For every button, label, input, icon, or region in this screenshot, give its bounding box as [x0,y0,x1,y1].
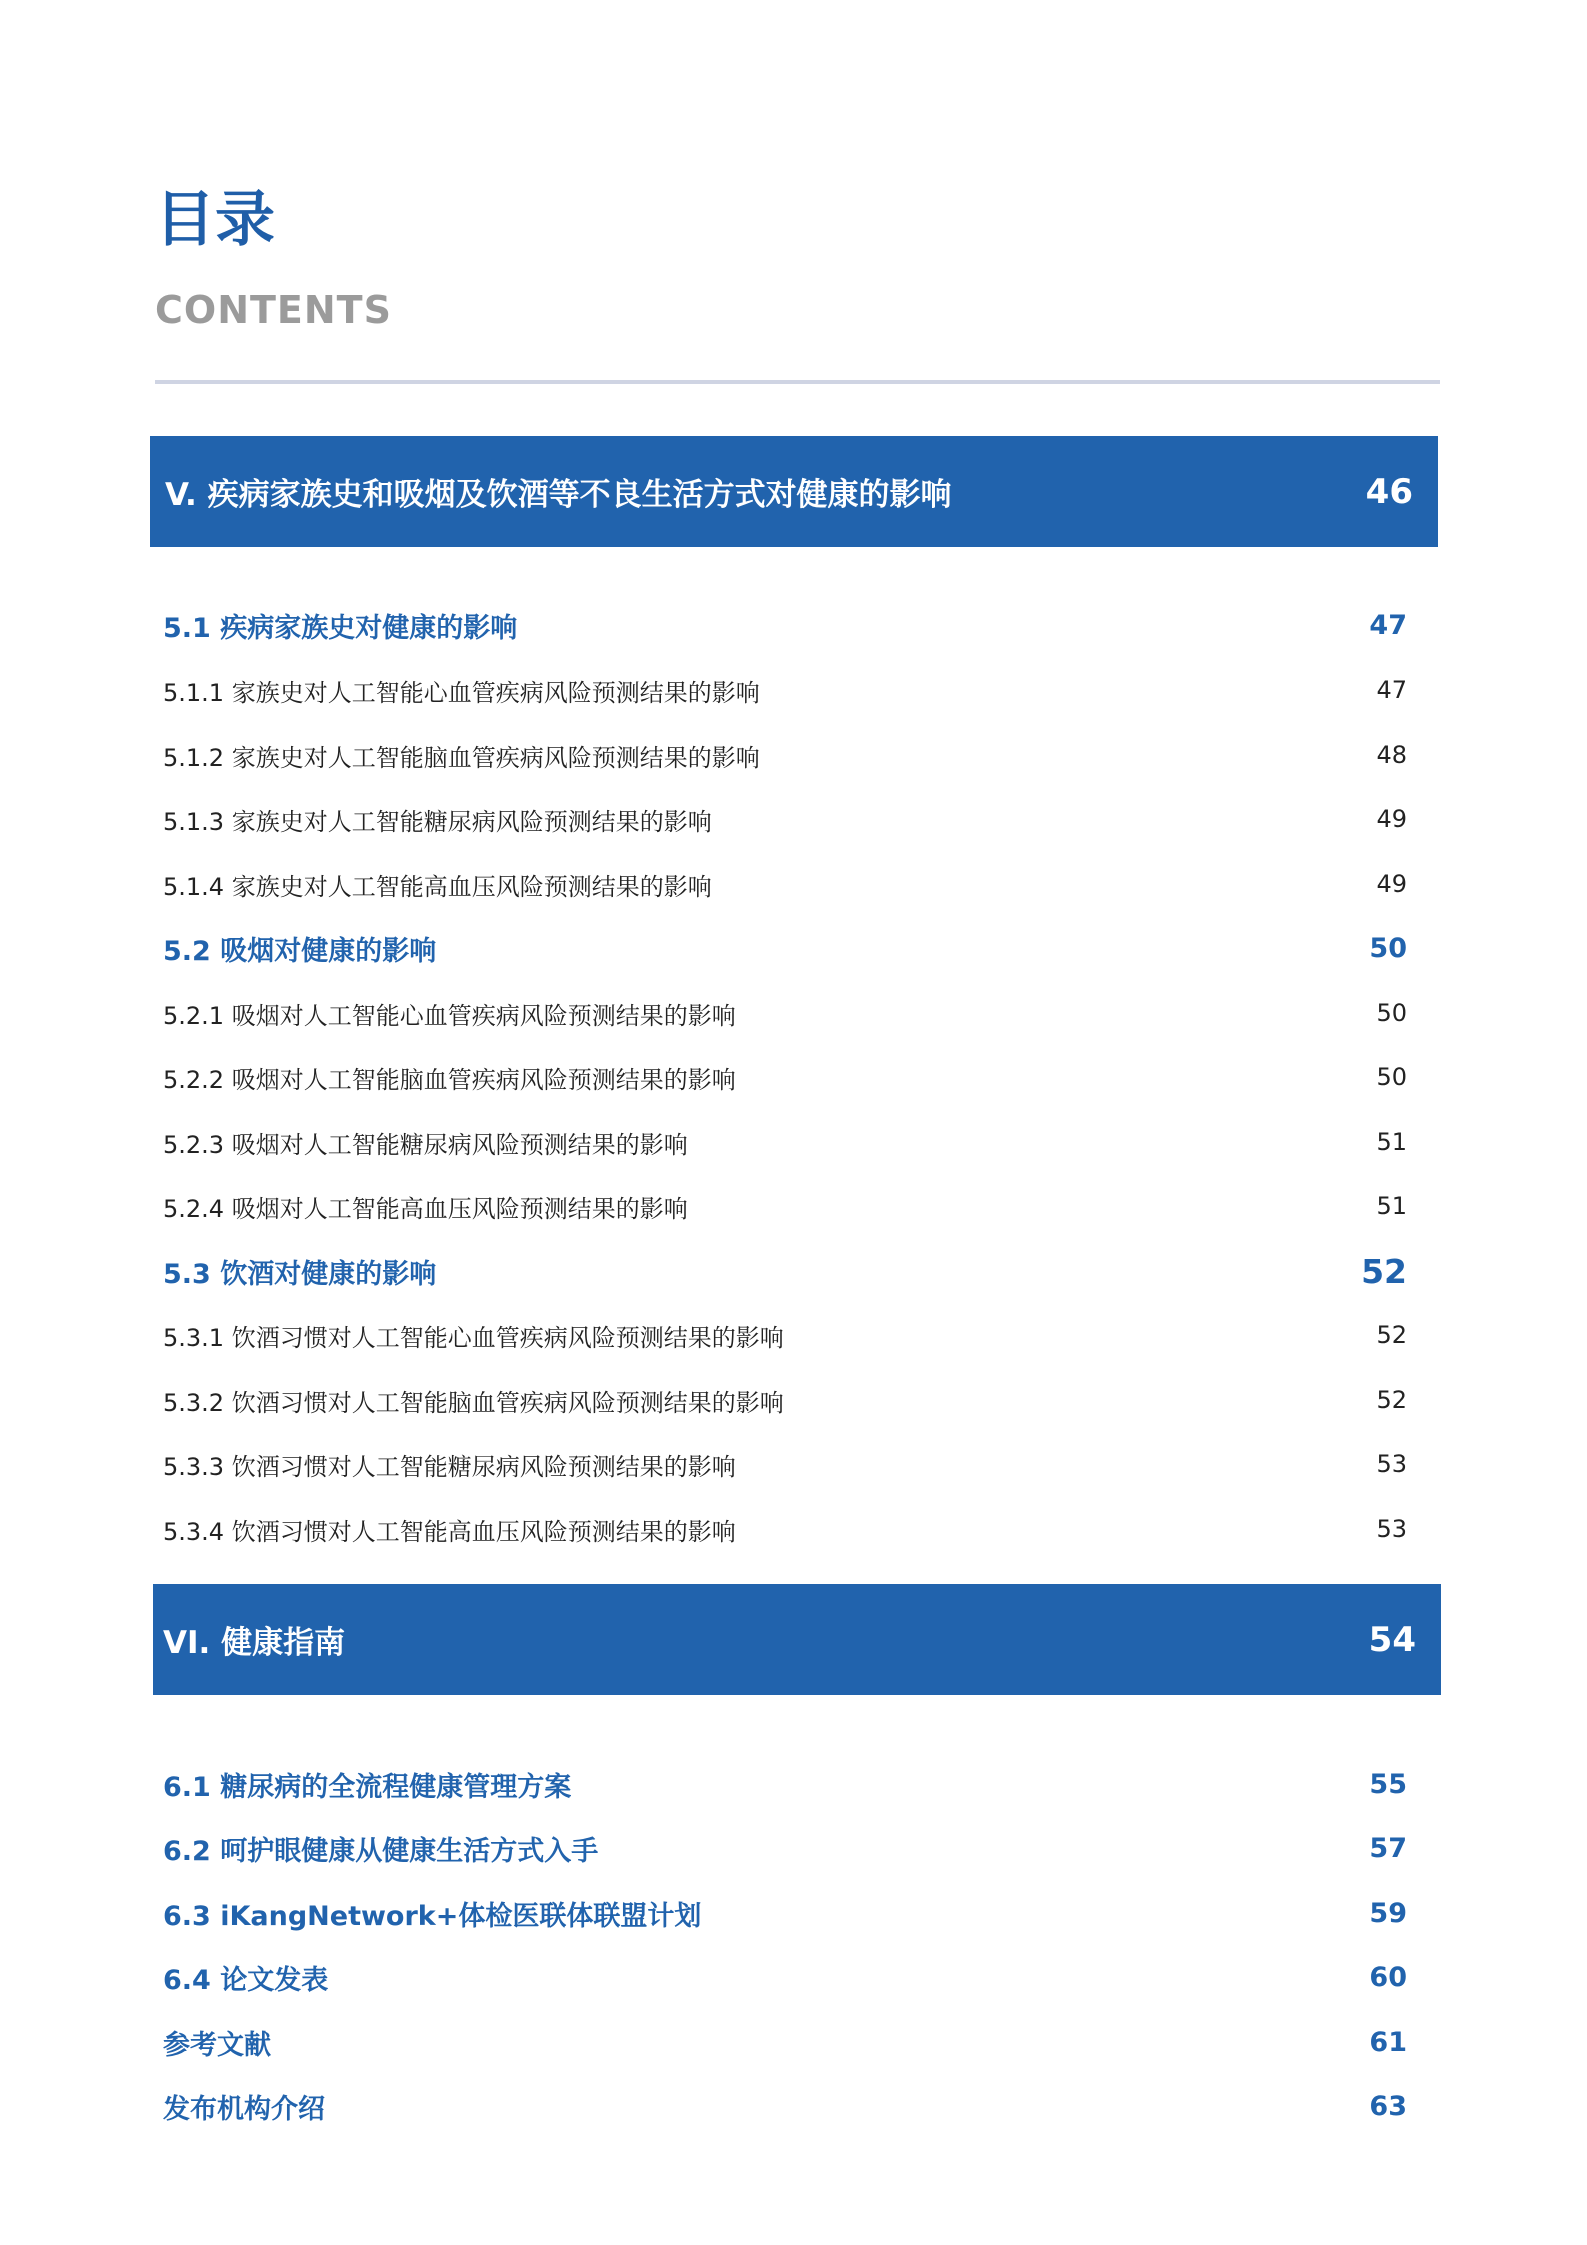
toc-entry-page: 47 [1369,609,1407,641]
toc-entry-page: 50 [1376,999,1407,1027]
toc-entry-page: 52 [1376,1321,1407,1349]
page-title: 目录 [155,185,275,255]
toc-entry-page: 55 [1369,1768,1407,1800]
toc-entry-label: 参考文献 [163,2029,271,2061]
toc-entry-label: 6.2 呵护眼健康从健康生活方式入手 [163,1835,599,1867]
toc-subsection-5-3-3[interactable] [163,1442,1407,1486]
toc-subsection-5-1-1[interactable] [163,668,1407,712]
chapter-5-heading[interactable] [150,436,1438,547]
toc-subsection-5-2-3[interactable] [163,1120,1407,1164]
toc-entry-label: 发布机构介绍 [163,2093,325,2125]
toc-section-6-2[interactable] [163,1826,1407,1870]
toc-entry-page: 52 [1376,1386,1407,1414]
toc-entry-label: 5.1 疾病家族史对健康的影响 [163,612,518,644]
toc-entry-page: 47 [1376,676,1407,704]
toc-entry-label: 6.4 论文发表 [163,1964,329,1996]
toc-entry-page: 53 [1376,1450,1407,1478]
toc-entry-page: 50 [1376,1063,1407,1091]
chapter-page-number: 54 [1368,1619,1416,1660]
page-subtitle: CONTENTS [155,288,392,332]
toc-section-5-3[interactable] [163,1249,1407,1293]
chapter-title: V. 疾病家族史和吸烟及饮酒等不良生活方式对健康的影响 [165,477,952,513]
toc-entry-label: 6.1 糖尿病的全流程健康管理方案 [163,1771,572,1803]
toc-subsection-5-2-4[interactable] [163,1184,1407,1228]
toc-subsection-5-3-2[interactable] [163,1378,1407,1422]
toc-section-6-3[interactable] [163,1891,1407,1935]
chapter-6-heading[interactable] [153,1584,1441,1695]
toc-section-6-1[interactable] [163,1762,1407,1806]
toc-entry-label: 5.1.4 家族史对人工智能高血压风险预测结果的影响 [163,872,712,901]
toc-subsection-5-2-2[interactable] [163,1055,1407,1099]
toc-entry-label: 5.2.4 吸烟对人工智能高血压风险预测结果的影响 [163,1194,688,1223]
toc-section-publisher[interactable] [163,2084,1407,2128]
toc-entry-page: 63 [1369,2090,1407,2122]
toc-entry-page: 60 [1369,1961,1407,1993]
toc-entry-page: 48 [1376,741,1407,769]
toc-entry-page: 52 [1361,1251,1407,1291]
toc-entry-page: 49 [1376,805,1407,833]
toc-entry-page: 49 [1376,870,1407,898]
toc-section-references[interactable] [163,2020,1407,2064]
toc-entry-page: 51 [1376,1128,1407,1156]
toc-subsection-5-1-2[interactable] [163,733,1407,777]
toc-entry-page: 50 [1369,932,1407,964]
toc-entry-label: 5.1.3 家族史对人工智能糖尿病风险预测结果的影响 [163,807,712,836]
toc-entry-label: 5.2.3 吸烟对人工智能糖尿病风险预测结果的影响 [163,1130,688,1159]
toc-entry-page: 61 [1369,2026,1407,2058]
toc-section-6-4[interactable] [163,1955,1407,1999]
chapter-page-number: 46 [1365,471,1413,512]
toc-subsection-5-2-1[interactable] [163,991,1407,1035]
toc-entry-label: 5.3.3 饮酒习惯对人工智能糖尿病风险预测结果的影响 [163,1452,736,1481]
toc-entry-page: 53 [1376,1515,1407,1543]
toc-entry-label: 5.2.2 吸烟对人工智能脑血管疾病风险预测结果的影响 [163,1065,736,1094]
chapter-title: VI. 健康指南 [163,1625,346,1661]
toc-entry-label: 5.2 吸烟对健康的影响 [163,935,437,967]
toc-entry-label: 5.3.4 饮酒习惯对人工智能高血压风险预测结果的影响 [163,1517,736,1546]
toc-subsection-5-3-1[interactable] [163,1313,1407,1357]
toc-entry-label: 5.2.1 吸烟对人工智能心血管疾病风险预测结果的影响 [163,1001,736,1030]
toc-section-5-2[interactable] [163,926,1407,970]
toc-entry-label: 5.1.1 家族史对人工智能心血管疾病风险预测结果的影响 [163,678,760,707]
toc-entry-label: 5.3.2 饮酒习惯对人工智能脑血管疾病风险预测结果的影响 [163,1388,784,1417]
toc-section-5-1[interactable] [163,603,1407,647]
toc-entry-page: 59 [1369,1897,1407,1929]
toc-entry-label: 6.3 iKangNetwork+体检医联体联盟计划 [163,1900,702,1932]
toc-entry-page: 57 [1369,1832,1407,1864]
toc-entry-page: 51 [1376,1192,1407,1220]
toc-subsection-5-1-4[interactable] [163,862,1407,906]
toc-entry-label: 5.3.1 饮酒习惯对人工智能心血管疾病风险预测结果的影响 [163,1323,784,1352]
toc-subsection-5-3-4[interactable] [163,1507,1407,1551]
toc-entry-label: 5.3 饮酒对健康的影响 [163,1258,437,1290]
header-divider [155,380,1440,384]
toc-entry-label: 5.1.2 家族史对人工智能脑血管疾病风险预测结果的影响 [163,743,760,772]
toc-subsection-5-1-3[interactable] [163,797,1407,841]
